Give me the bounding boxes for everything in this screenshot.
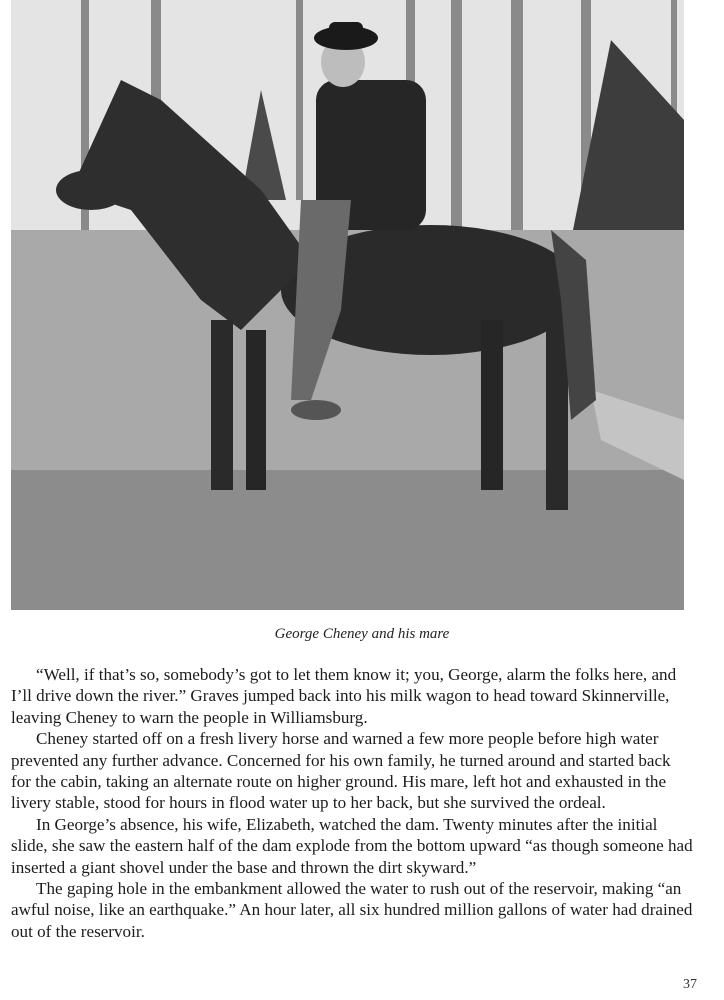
paragraph: Cheney started off on a fresh livery horse and warned a few more people before high water prevented any further advance. Concerned for his own family, he turned around and started back for the cabin, taking an alternate route on higher ground. His mare, left hot and exhausted in the livery stable, stood for hours in flood water up to her back, but she survived the ordeal.: [11, 729, 671, 813]
photo-icon: [11, 0, 684, 610]
paragraph: The gaping hole in the embankment allowed the water to rush out of the reservoir, making “an awful noise, like an earthquake.” An hour later, all six hundred million gallons of water had drained out of the reservoir.: [11, 879, 693, 941]
photo-caption: George Cheney and his mare: [274, 626, 450, 642]
photo-george-cheney-on-horse: [11, 0, 684, 610]
body-text: [11, 664, 694, 942]
page-number: 37: [683, 977, 697, 992]
paragraph: “Well, if that’s so, somebody’s got to let them know it; you, George, alarm the folks here, and I’ll drive down the river.” Graves jumped back into his milk wagon to head toward Skinnerville, leaving Cheney to warn the people in Williamsburg.: [11, 665, 677, 727]
paragraph: In George’s absence, his wife, Elizabeth, watched the dam. Twenty minutes after the initial slide, she saw the eastern half of the dam explode from the bottom upward “as though someone had inserted a giant shovel under the base and thrown the dirt skyward.”: [11, 814, 693, 877]
